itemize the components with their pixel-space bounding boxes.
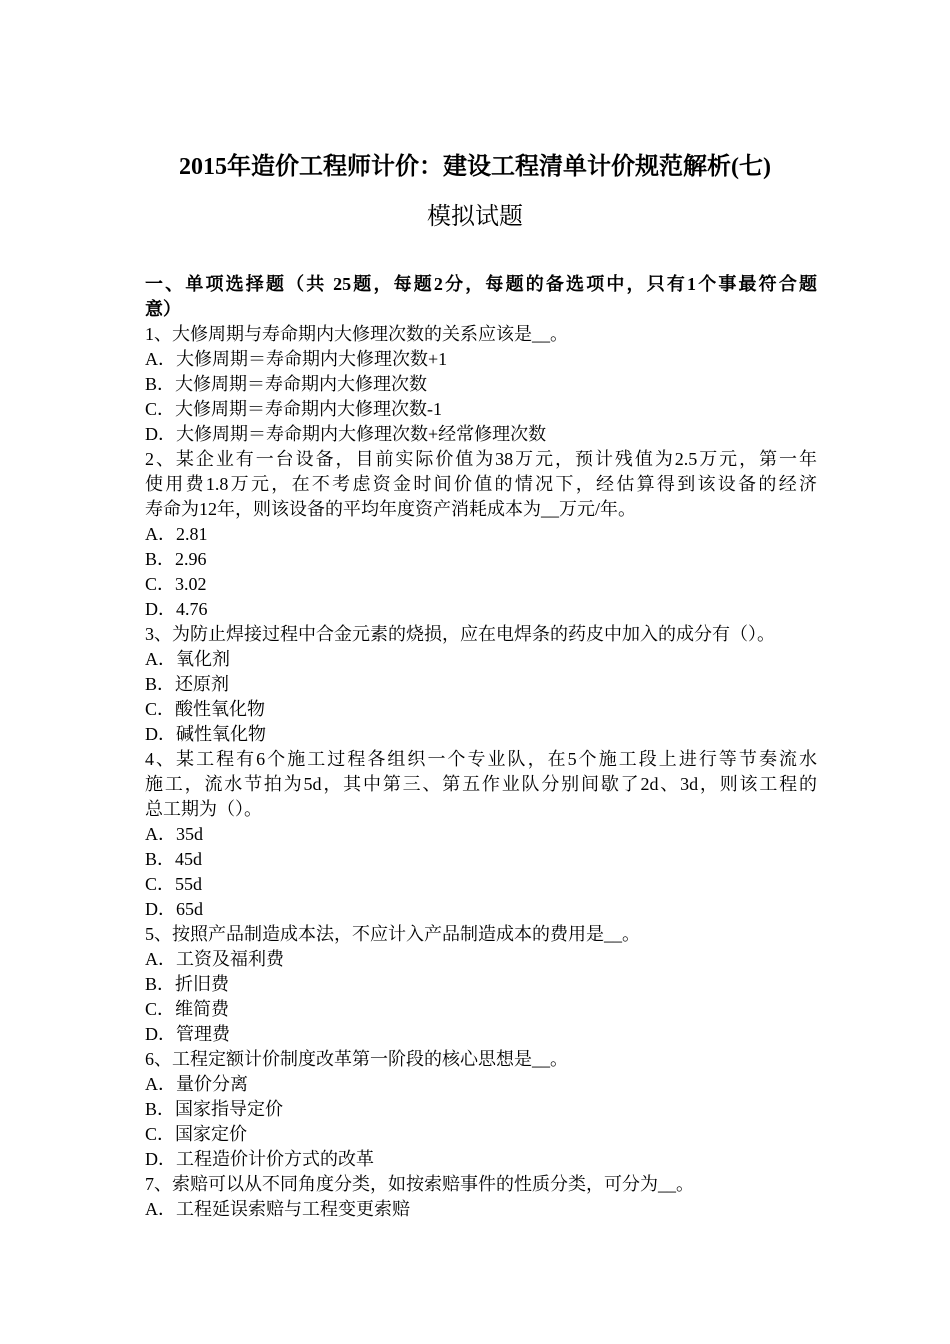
option-a: A．工程延误索赔与工程变更索赔 [145, 1199, 410, 1219]
section-heading: 一、单项选择题（共 25题，每题2分，每题的备选项中，只有1个事最符合题 [145, 274, 817, 294]
option-a: A．35d [145, 824, 203, 844]
option-b: B．折旧费 [145, 974, 230, 994]
question-stem-continued: 使用费1.8万元，在不考虑资金时间价值的情况下，经估算得到该设备的经济 [145, 474, 817, 494]
option-a: A．2.81 [145, 524, 208, 544]
question-4 [145, 747, 817, 922]
option-b: B．45d [145, 849, 203, 869]
option-d: D．工程造价计价方式的改革 [145, 1149, 374, 1169]
option-d: D．碱性氧化物 [145, 724, 266, 744]
question-stem: 5、按照产品制造成本法，不应计入产品制造成本的费用是__。 [145, 924, 640, 944]
question-stem-continued: 施工，流水节拍为5d，其中第三、第五作业队分别间歇了2d、3d，则该工程的 [145, 774, 817, 794]
option-b: B．2.96 [145, 549, 207, 569]
question-stem: 6、工程定额计价制度改革第一阶段的核心思想是__。 [145, 1049, 568, 1069]
document-body [145, 272, 817, 1222]
question-3 [145, 622, 817, 747]
question-stem: 7、索赔可以从不同角度分类，如按索赔事件的性质分类，可分为__。 [145, 1174, 694, 1194]
document-title: 2015年造价工程师计价：建设工程清单计价规范解析(七) [179, 154, 771, 180]
option-c: C．维简费 [145, 999, 230, 1019]
question-stem: 2、某企业有一台设备，目前实际价值为38万元，预计残值为2.5万元，第一年 [145, 449, 817, 469]
option-c: C．大修周期＝寿命期内大修理次数-1 [145, 399, 442, 419]
question-stem: 1、大修周期与寿命期内大修理次数的关系应该是__。 [145, 324, 568, 344]
section-heading-continued: 意） [145, 299, 181, 319]
question-stem: 4、某工程有6个施工过程各组织一个专业队，在5个施工段上进行等节奏流水 [145, 749, 817, 769]
question-stem: 3、为防止焊接过程中合金元素的烧损，应在电焊条的药皮中加入的成分有（）。 [145, 624, 775, 644]
option-c: C．3.02 [145, 574, 207, 594]
question-7 [145, 1172, 817, 1222]
option-b: B．还原剂 [145, 674, 230, 694]
question-5 [145, 922, 817, 1047]
option-a: A．工资及福利费 [145, 949, 284, 969]
option-d: D．管理费 [145, 1024, 230, 1044]
option-d: D．4.76 [145, 599, 208, 619]
option-d: D．65d [145, 899, 203, 919]
option-d: D．大修周期＝寿命期内大修理次数+经常修理次数 [145, 424, 547, 444]
question-stem-continued: 寿命为12年，则该设备的平均年度资产消耗成本为__万元/年。 [145, 499, 636, 519]
question-2 [145, 447, 817, 622]
option-b: B．大修周期＝寿命期内大修理次数 [145, 374, 428, 394]
option-b: B．国家指导定价 [145, 1099, 284, 1119]
option-c: C．55d [145, 874, 203, 894]
option-a: A．氧化剂 [145, 649, 230, 669]
option-a: A．量价分离 [145, 1074, 248, 1094]
question-1 [145, 322, 817, 447]
document-subtitle: 模拟试题 [427, 204, 523, 230]
question-6 [145, 1047, 817, 1172]
question-stem-continued: 总工期为（）。 [145, 799, 262, 819]
option-a: A．大修周期＝寿命期内大修理次数+1 [145, 349, 448, 369]
option-c: C．国家定价 [145, 1124, 248, 1144]
option-c: C．酸性氧化物 [145, 699, 266, 719]
